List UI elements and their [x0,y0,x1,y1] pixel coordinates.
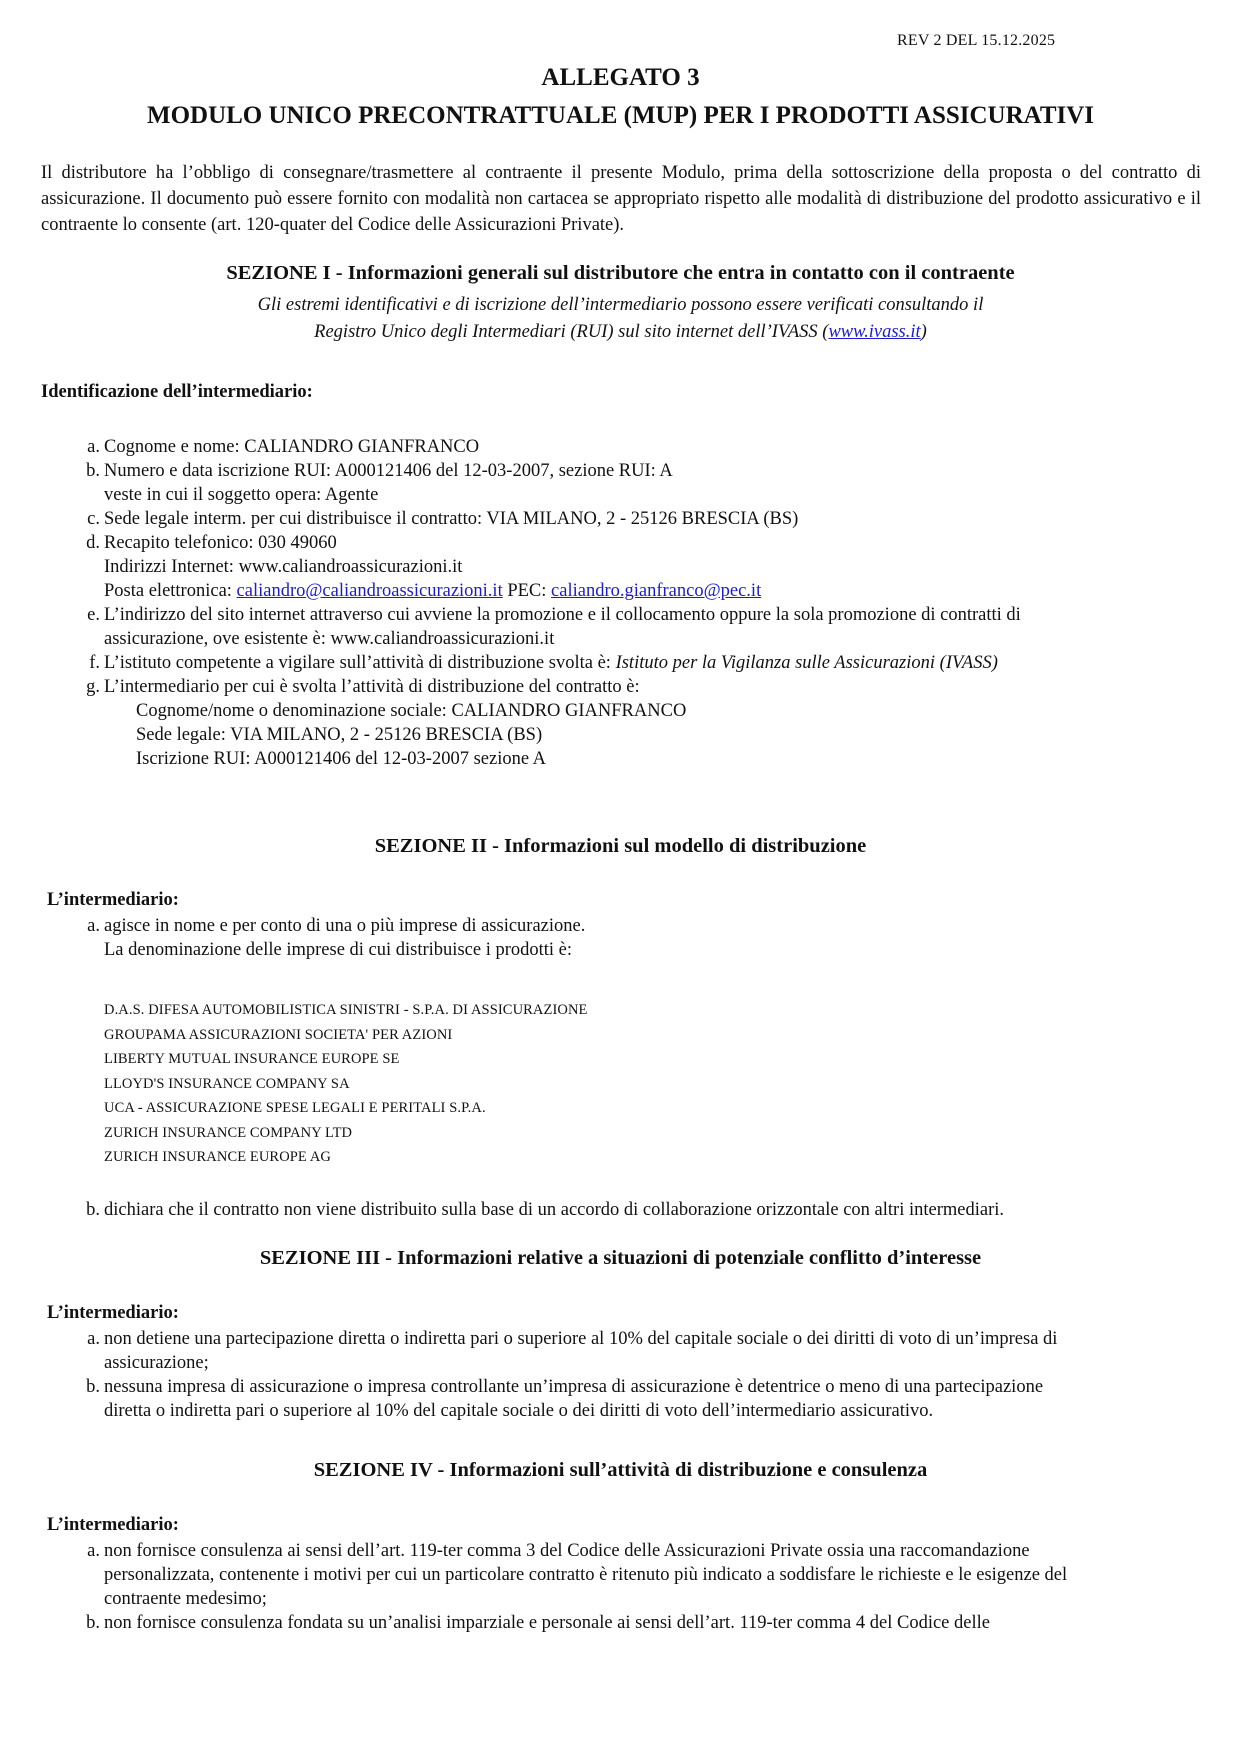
list-item-d-email [78,579,1203,603]
section-3-heading: L’intermediario: [47,1303,179,1323]
section-4-heading: L’intermediario: [47,1515,179,1535]
section-2-heading: L’intermediario: [47,890,179,910]
company-item: D.A.S. DIFESA AUTOMOBILISTICA SINISTRI - S.P.A. DI ASSICURAZIONE [104,1002,588,1018]
company-item: LIBERTY MUTUAL INSURANCE EUROPE SE [104,1051,400,1067]
company-list [104,998,587,1170]
section-1-title: SEZIONE I - Informazioni generali sul distributore che entra in contatto con il contraente [226,262,1015,284]
company-item: GROUPAMA ASSICURAZIONI SOCIETA' PER AZIONI [104,1026,453,1043]
list-item-a [78,435,1203,459]
list-item-a [78,914,585,938]
intro-paragraph: Il distributore ha l’obbligo di consegnare/trasmettere al contraente il presente Modulo, prima della sottoscrizione della proposta o del contratto di assicurazione. Il documento può essere fornito con modalità non cartacea se appropriato rispetto alle modalità di distribuzione del prodotto assicurativo e il contraente lo consente (art. 120-quater del Codice delle Assicurazioni Private). [41,163,1201,235]
list-item-f [78,651,1203,675]
item-marker: a. [87,1329,100,1349]
item-marker: g. [86,677,100,697]
item-marker: a. [87,437,100,457]
list-item-a [78,1327,1198,1351]
document-title: ALLEGATO 3 [541,64,700,91]
document-subtitle: MODULO UNICO PRECONTRATTUALE (MUP) PER I PRODOTTI ASSICURATIVI [146,102,1095,129]
company-item: ZURICH INSURANCE COMPANY LTD [104,1124,353,1141]
list-item-e-cont: assicurazione, ove esistente è: www.caliandroassicurazioni.it [104,629,555,649]
pec-link[interactable]: caliandro.gianfranco@pec.it [551,581,762,601]
list-item-e [78,603,1203,627]
item-text: non fornisce consulenza ai sensi dell’art. 119-ter comma 3 del Codice delle Assicurazioni Private ossia una raccomandazione [104,1541,1030,1561]
item-marker: e. [87,605,100,625]
list-item-a-cont: assicurazione; [104,1353,209,1373]
section-3-list [78,1327,1198,1423]
section-1-subtitle [0,292,1241,346]
item-text: L’intermediario per cui è svolta l’attività di distribuzione del contratto è: [104,677,640,697]
item-marker: b. [86,1613,100,1633]
list-item-d [78,531,1203,555]
item-text: L’istituto competente a vigilare sull’attività di distribuzione svolta è: [104,653,616,673]
pec-label: PEC: [502,581,552,601]
subtitle-text: Registro Unico degli Intermediari (RUI) sul sito internet dell’IVASS ( [314,322,829,342]
section-4-title: SEZIONE IV - Informazioni sull’attività di distribuzione e consulenza [313,1459,928,1481]
section-1-subtitle-line2 [0,319,1241,346]
item-text: Cognome e nome: CALIANDRO GIANFRANCO [104,437,480,457]
list-item-g-name: Cognome/nome o denominazione sociale: CALIANDRO GIANFRANCO [136,701,687,721]
list-item-d-internet: Indirizzi Internet: www.caliandroassicurazioni.it [104,557,463,577]
list-item-g [78,675,1203,699]
company-item: LLOYD'S INSURANCE COMPANY SA [104,1075,350,1092]
item-text: dichiara che il contratto non viene distribuito sulla base di un accordo di collaborazione orizzontale con altri intermediari. [104,1200,1005,1220]
section-2-title: SEZIONE II - Informazioni sul modello di distribuzione [374,835,867,857]
item-text: agisce in nome e per conto di una o più imprese di assicurazione. [104,916,586,936]
list-item-g-rui: Iscrizione RUI: A000121406 del 12-03-2007 sezione A [136,749,547,769]
list-item-b [78,459,1203,483]
section-1-subtitle-line1: Gli estremi identificativi e di iscrizione dell’intermediario possono essere verificati consultando il [257,295,984,315]
item-marker: b. [86,461,100,481]
identification-list [78,435,1203,771]
list-item-c [78,507,1203,531]
ivass-link[interactable]: www.ivass.it [828,322,921,342]
company-item: ZURICH INSURANCE EUROPE AG [104,1149,331,1165]
section-2-list [78,914,585,962]
item-text: Numero e data iscrizione RUI: A000121406 del 12-03-2007, sezione RUI: A [104,461,673,481]
list-item-a [78,1539,1198,1563]
item-marker: d. [86,533,100,553]
item-marker: b. [86,1377,100,1397]
list-item-g-address: Sede legale: VIA MILANO, 2 - 25126 BRESCIA (BS) [136,725,543,745]
list-item-b-cont: veste in cui il soggetto opera: Agente [104,485,379,505]
item-text: nessuna impresa di assicurazione o impresa controllante un’impresa di assicurazione è detentrice o meno di una partecipazione [104,1377,1044,1397]
item-text: non fornisce consulenza fondata su un’analisi imparziale e personale ai sensi dell’art. 119-ter comma 4 del Codice delle [104,1613,990,1633]
email-label: Posta elettronica: [104,581,237,601]
item-text: Sede legale interm. per cui distribuisce il contratto: VIA MILANO, 2 - 25126 BRESCIA (BS) [104,509,799,529]
list-item-b-cont: diretta o indiretta pari o superiore al 10% del capitale sociale o dei diritti di voto dell’intermediario assicurativo. [104,1401,934,1421]
list-item-a-cont2: contraente medesimo; [104,1589,267,1609]
item-text: Recapito telefonico: 030 49060 [104,533,337,553]
revision-label: REV 2 DEL 15.12.2025 [897,32,1056,49]
item-text: non detiene una partecipazione diretta o indiretta pari o superiore al 10% del capitale sociale o dei diritti di voto di un’impresa di [104,1329,1058,1349]
item-marker: f. [89,653,100,673]
item-text: L’indirizzo del sito internet attraverso cui avviene la promozione e il collocamento oppure la sola promozione di contratti di [104,605,1021,625]
subtitle-text-end: ) [920,322,927,342]
list-item-b [78,1375,1198,1399]
email-link[interactable]: caliandro@caliandroassicurazioni.it [236,581,503,601]
list-item-b [78,1611,1198,1635]
company-item: UCA - ASSICURAZIONE SPESE LEGALI E PERITALI S.P.A. [104,1100,486,1116]
item-marker: a. [87,1541,100,1561]
list-item-a-cont: La denominazione delle imprese di cui distribuisce i prodotti è: [104,940,573,960]
list-item-a-cont1: personalizzata, contenente i motivi per cui un particolare contratto è ritenuto più indicato a soddisfare le richieste e le esigenze del [104,1565,1068,1585]
section-3-title: SEZIONE III - Informazioni relative a situazioni di potenziale conflitto d’interesse [259,1247,982,1269]
item-marker: a. [87,916,100,936]
ivass-name: Istituto per la Vigilanza sulle Assicurazioni (IVASS) [615,653,998,673]
section-2-item-b [78,1198,1004,1222]
section-4-list [78,1539,1198,1635]
identification-heading: Identificazione dell’intermediario: [41,382,313,402]
item-marker: b. [86,1200,100,1220]
item-marker: c. [87,509,100,529]
